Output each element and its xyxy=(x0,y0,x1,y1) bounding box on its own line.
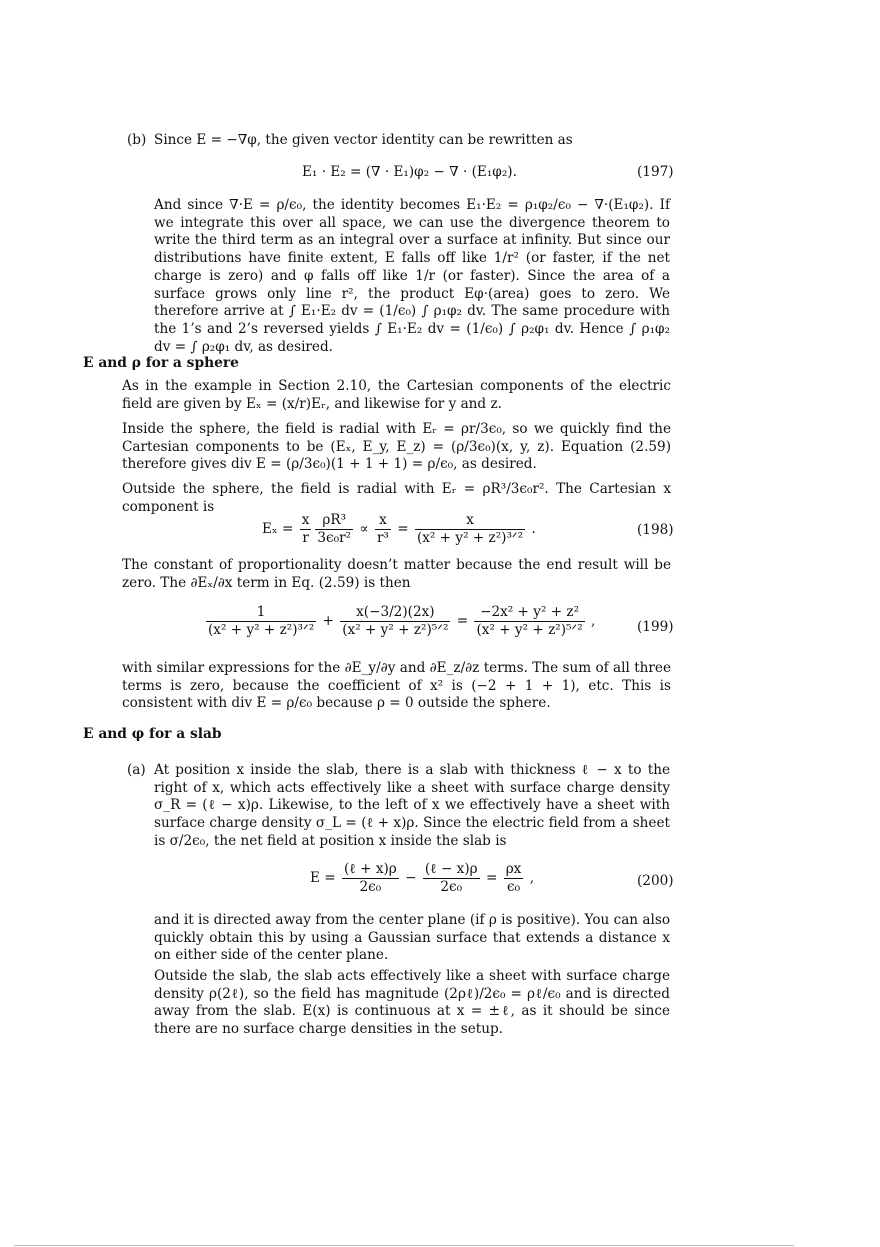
slab-para-3-text: Outside the slab, the slab acts effectively like a sheet with surface charge density ρ(2ℓ), so the field has magnitude (2ρℓ)/2ϵ₀ = ρℓ/ϵ₀ and is directed away from the slab. E(x) is continuous at x = ±ℓ, as it should be since there are no surface charge densities in the setup. xyxy=(154,968,670,1038)
part-b-paragraph-text: And since ∇·E = ρ/ϵ₀, the identity becomes E₁·E₂ = ρ₁φ₂/ϵ₀ − ∇·(E₁φ₂). If we integrate this over all space, we can use the divergence theorem to write the third term as an integral over a surface at infinity. But since our distributions have finite extent, E falls off like 1/r² (or faster, if the net charge is zero) and φ falls off like 1/r (or faster). Since the area of a surface grows only line r², the product Eφ·(area) goes to zero. We therefore arrive at ∫ E₁·E₂ dv = (1/ϵ₀) ∫ ρ₁φ₂ dv. The same procedure with the 1’s and 2’s reversed yields ∫ E₁·E₂ dv = (1/ϵ₀) ∫ ρ₂φ₁ dv. Hence ∫ ρ₁φ₂ dv = ∫ ρ₂φ₁ dv, as desired. xyxy=(154,197,670,355)
eq198-lhs: Eₓ = xyxy=(262,521,294,537)
eq199-plus: + xyxy=(322,613,334,629)
eq199-tail: , xyxy=(590,613,596,629)
slab-para-1-text: At position x inside the slab, there is a slab with thickness ℓ − x to the right of x, which acts effectively like a sheet with surface charge density σ_R = (ℓ − x)ρ. Likewise, to the left of x we effectively have a sheet with surface charge density σ_L = (ℓ + x)ρ. Since the electric field from a sheet is σ/2ϵ₀, the net field at position x inside the slab is xyxy=(154,762,670,849)
eq200-frac-1: $\frac{\text{(ℓ + x)ρ}}{\text{2ϵ₀}}$ xyxy=(343,861,397,895)
sphere-heading: E and ρ for a sphere xyxy=(83,355,239,371)
sphere-para-1-text: As in the example in Section 2.10, the Cartesian components of the electric field are given by Eₓ = (x/r)Eᵣ, and likewise for y and z. xyxy=(122,378,671,412)
eq200-tail: , xyxy=(529,870,535,886)
equation-200 xyxy=(310,861,534,896)
eq200-frac-2: $\frac{\text{(ℓ − x)ρ}}{\text{2ϵ₀}}$ xyxy=(424,861,478,895)
eq199-frac-3: $\frac{\text{−2x² + y² + z²}}{\text{(x² + y² + z²)⁵ᐟ²}}$ xyxy=(476,604,583,638)
eq199-eq: = xyxy=(456,613,469,629)
sphere-para-5 xyxy=(122,660,671,713)
slab-part-a-label: (a) xyxy=(127,762,146,778)
sphere-para-5-text: with similar expressions for the ∂E_y/∂y and ∂E_z/∂z terms. The sum of all three terms is zero, because the coefficient of x² is (−2 + 1 + 1), etc. This is consistent with div E = ρ/ϵ₀ because ρ = 0 outside the sphere. xyxy=(122,660,671,712)
slab-para-1 xyxy=(154,762,670,851)
eq198-frac-3: $\frac{x}{\text{r³}}$ xyxy=(376,512,389,546)
equation-200-number: (200) xyxy=(637,873,674,889)
part-b-intro xyxy=(154,132,670,150)
sphere-para-3-text: Outside the sphere, the field is radial with Eᵣ = ρR³/3ϵ₀r². The Cartesian x component is xyxy=(122,481,671,515)
eq198-tail: . xyxy=(531,521,536,537)
eq200-eq: = xyxy=(485,870,498,886)
slab-para-2-text: and it is directed away from the center plane (if ρ is positive). You can also quickly obtain this by using a Gaussian surface that extends a distance x on either side of the center plane. xyxy=(154,912,670,964)
eq198-prop: ∝ xyxy=(359,521,369,537)
eq199-frac-1: $\frac{1}{\text{(x² + y² + z²)³ᐟ²}}$ xyxy=(208,604,315,638)
eq198-frac-1: $\frac{x}{r}$ xyxy=(301,512,310,546)
part-b-paragraph xyxy=(154,197,670,356)
sphere-para-4-text: The constant of proportionality doesn’t matter because the end result will be zero. The ∂Eₓ/∂x term in Eq. (2.59) is then xyxy=(122,557,671,591)
eq198-frac-2: $\frac{\text{ρR³}}{\text{3ϵ₀r²}}$ xyxy=(317,512,352,546)
equation-199-number: (199) xyxy=(637,619,674,635)
equation-197-number: (197) xyxy=(637,164,674,180)
equation-198-number: (198) xyxy=(637,522,674,538)
part-b-intro-text: Since E = −∇φ, the given vector identity can be rewritten as xyxy=(154,132,573,148)
slab-heading: E and φ for a slab xyxy=(83,726,222,742)
eq200-frac-3: $\frac{\rho x}{\text{ϵ₀}}$ xyxy=(505,861,522,895)
equation-198 xyxy=(262,512,536,547)
footer-rule xyxy=(14,1245,794,1246)
eq198-frac-4: $\frac{x}{\text{(x² + y² + z²)³ᐟ²}}$ xyxy=(416,512,524,546)
slab-para-3 xyxy=(154,968,670,1039)
equation-199 xyxy=(204,604,595,639)
sphere-para-2 xyxy=(122,421,671,474)
equation-197: E₁ · E₂ = (∇ · E₁)φ₂ − ∇ · (E₁φ₂). xyxy=(302,164,517,180)
eq200-minus: − xyxy=(405,870,417,886)
sphere-para-4 xyxy=(122,557,671,592)
eq198-eq: = xyxy=(397,521,409,537)
sphere-para-2-text: Inside the sphere, the field is radial with Eᵣ = ρr/3ϵ₀, so we quickly find the Cartesian components to be (Eₓ, E_y, E_z) = (ρ/3ϵ₀)(x, y, z). Equation (2.59) therefore gives div E = (ρ/3ϵ₀)(1 + 1 + 1) = ρ/ϵ₀, as desired. xyxy=(122,421,671,473)
sphere-para-1 xyxy=(122,378,671,413)
eq200-lhs: E = xyxy=(310,870,336,886)
slab-para-2 xyxy=(154,912,670,965)
part-b-label: (b) xyxy=(127,132,147,148)
eq199-frac-2: $\frac{x(-3/2)(2x)}{\text{(x² + y² + z²)⁵ᐟ²}}$ xyxy=(342,604,449,638)
